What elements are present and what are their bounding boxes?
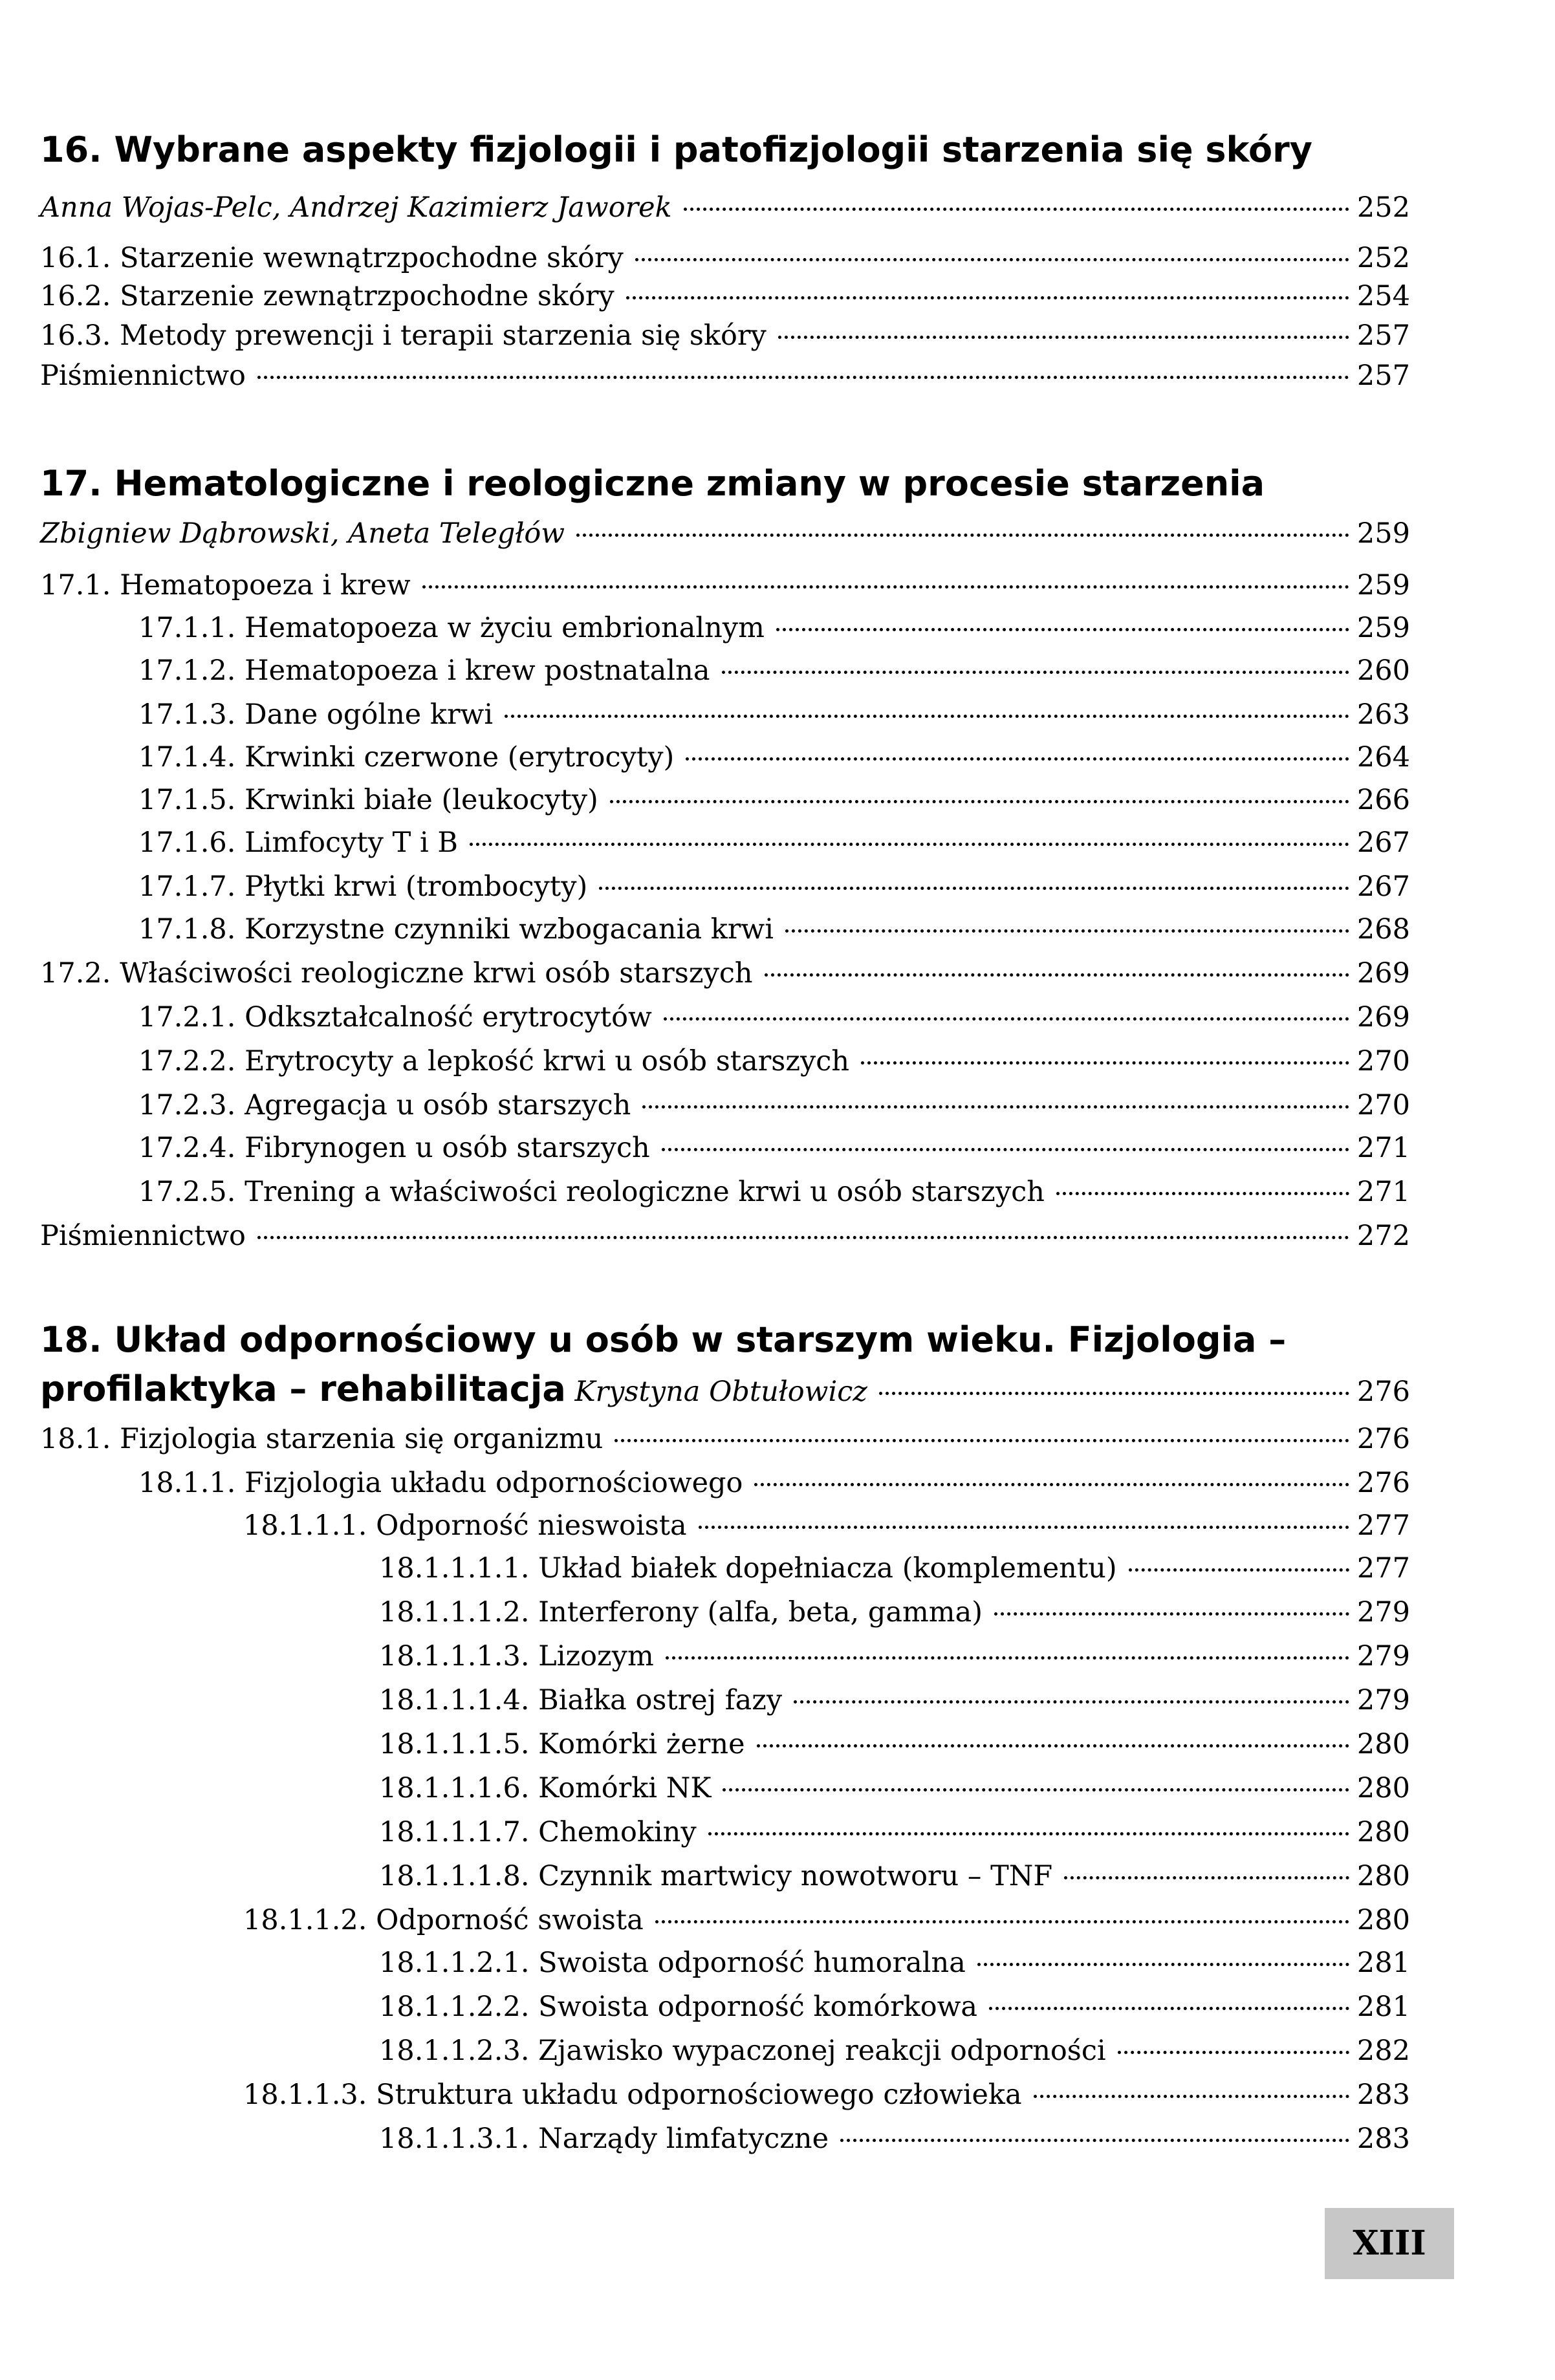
dot-leader <box>861 1061 1349 1065</box>
toc-row[interactable] <box>379 2035 1410 2067</box>
page-ref: 259 <box>1356 517 1410 550</box>
section-title: Fibrynogen u osób starszych <box>245 1132 650 1164</box>
chapter-title-line2: profilaktyka – rehabilitacja <box>40 1368 566 1409</box>
section-number: 17.2.2. <box>138 1045 236 1077</box>
dot-leader <box>840 2139 1349 2142</box>
section-title: Agregacja u osób starszych <box>245 1089 631 1121</box>
section-title: Fizjologia starzenia się organizmu <box>120 1423 604 1455</box>
page-ref: 252 <box>1356 242 1410 274</box>
dot-leader <box>655 1920 1349 1923</box>
toc-row[interactable] <box>40 360 1410 392</box>
toc-row[interactable] <box>40 569 1410 601</box>
page-ref: 280 <box>1356 1772 1410 1804</box>
page-number: XIII <box>1353 2223 1426 2263</box>
page-ref: 277 <box>1356 1552 1410 1585</box>
section-title: Odporność swoista <box>376 1904 644 1936</box>
section-title: Lizozym <box>538 1640 654 1672</box>
section-title: Hematopoeza i krew postnatalna <box>245 654 710 687</box>
toc-row[interactable] <box>138 1176 1410 1208</box>
toc-row[interactable] <box>138 698 1410 731</box>
toc-row[interactable] <box>138 784 1410 816</box>
section-title: Odkształcalność erytrocytów <box>245 1001 652 1033</box>
toc-row[interactable] <box>40 1423 1410 1455</box>
toc-row[interactable] <box>243 2079 1410 2111</box>
toc-row[interactable] <box>138 612 1410 644</box>
dot-leader <box>1064 1876 1349 1879</box>
dot-leader <box>776 628 1349 631</box>
section-title: Struktura układu odpornościowego człowieka <box>376 2079 1022 2111</box>
section-number: 18.1. <box>40 1423 111 1455</box>
dot-leader <box>599 887 1349 890</box>
section-title: Trening a właściwości reologiczne krwi u osób starszych <box>245 1176 1045 1208</box>
section-number: 18.1.1. <box>138 1467 236 1499</box>
section-title: Płytki krwi (trombocyty) <box>245 871 588 903</box>
section-number: 18.1.1.1.7. <box>379 1816 530 1848</box>
section-number: 16.1. <box>40 242 111 274</box>
chapter-number: 16. <box>40 129 102 170</box>
dot-leader <box>576 534 1349 537</box>
toc-row[interactable] <box>379 1596 1410 1628</box>
page-ref: 267 <box>1356 827 1410 859</box>
page-ref: 280 <box>1356 1860 1410 1892</box>
dot-leader <box>664 1017 1349 1021</box>
section-number: 17.1.8. <box>138 913 236 946</box>
page-ref: 279 <box>1356 1640 1410 1672</box>
page-ref: 266 <box>1356 784 1410 816</box>
dot-leader <box>1056 1192 1349 1195</box>
page-ref: 271 <box>1356 1176 1410 1208</box>
dot-leader <box>1034 2095 1349 2098</box>
section-title: Krwinki czerwone (erytrocyty) <box>245 741 675 774</box>
dot-leader <box>626 296 1349 299</box>
chapter-16-heading <box>40 129 1312 170</box>
section-number: 18.1.1.1.3. <box>379 1640 530 1672</box>
toc-row[interactable] <box>138 1467 1410 1499</box>
section-title: Swoista odporność humoralna <box>538 1947 966 1979</box>
section-number: 17.1.7. <box>138 871 236 903</box>
dot-leader <box>257 1236 1349 1239</box>
page-ref: 280 <box>1356 1728 1410 1760</box>
page-ref: 259 <box>1356 612 1410 644</box>
section-number: 17.2.4. <box>138 1132 236 1164</box>
page-ref: 270 <box>1356 1089 1410 1121</box>
section-number: 18.1.1.2.3. <box>379 2035 530 2067</box>
toc-row[interactable] <box>40 1368 1410 1409</box>
section-title: Piśmiennictwo <box>40 1220 246 1252</box>
page-ref: 280 <box>1356 1816 1410 1848</box>
section-number: 18.1.1.1.5. <box>379 1728 530 1760</box>
section-title: Dane ogólne krwi <box>245 698 494 731</box>
chapter-17-heading <box>40 463 1265 504</box>
toc-row[interactable] <box>138 654 1410 687</box>
section-number: 18.1.1.1.1. <box>379 1552 530 1585</box>
section-number: 18.1.1.3.1. <box>379 2123 530 2155</box>
page-ref: 268 <box>1356 913 1410 946</box>
toc-row[interactable] <box>379 1684 1410 1716</box>
section-title: Hematopoeza i krew <box>120 569 411 601</box>
dot-leader <box>686 757 1349 761</box>
section-number: 16.2. <box>40 280 111 312</box>
page-ref: 276 <box>1356 1423 1410 1455</box>
toc-row[interactable] <box>40 517 1410 550</box>
section-title: Korzystne czynniki wzbogacania krwi <box>245 913 774 946</box>
dot-leader <box>699 1526 1349 1529</box>
section-title: Białka ostrej fazy <box>538 1684 783 1716</box>
chapter-18-heading <box>40 1319 1286 1360</box>
dot-leader <box>1129 1568 1349 1572</box>
section-title: Właściwości reologiczne krwi osób starszych <box>120 957 753 990</box>
page-ref: 279 <box>1356 1684 1410 1716</box>
dot-leader <box>765 973 1349 977</box>
section-title: Układ białek dopełniacza (komplementu) <box>538 1552 1117 1585</box>
section-title: Fizjologia układu odpornościowego <box>245 1467 743 1499</box>
page-ref: 270 <box>1356 1045 1410 1077</box>
dot-leader <box>610 800 1349 803</box>
section-number: 17.1.2. <box>138 654 236 687</box>
dot-leader <box>785 929 1349 933</box>
dot-leader <box>723 1788 1349 1791</box>
section-title: Interferony (alfa, beta, gamma) <box>538 1596 983 1628</box>
page-ref: 254 <box>1356 280 1410 312</box>
page-ref: 276 <box>1356 1376 1410 1408</box>
toc-row[interactable] <box>379 1860 1410 1892</box>
page-ref: 269 <box>1356 1001 1410 1033</box>
dot-leader <box>977 1963 1349 1966</box>
chapter-number: 18. <box>40 1319 102 1360</box>
toc-row[interactable] <box>40 242 1410 274</box>
toc-row[interactable] <box>138 1132 1410 1164</box>
section-number: 18.1.1.2.2. <box>379 1991 530 2023</box>
section-number: 17.1.5. <box>138 784 236 816</box>
section-number: 16.3. <box>40 319 111 352</box>
toc-row[interactable] <box>40 319 1410 352</box>
section-title: Odporność nieswoista <box>376 1509 687 1542</box>
section-number: 17.1.3. <box>138 698 236 731</box>
page-ref: 277 <box>1356 1509 1410 1542</box>
toc-row[interactable] <box>138 741 1410 774</box>
toc-row[interactable] <box>243 1509 1410 1542</box>
section-title: Erytrocyty a lepkość krwi u osób starszych <box>245 1045 850 1077</box>
section-number: 18.1.1.1.2. <box>379 1596 530 1628</box>
section-title: Swoista odporność komórkowa <box>538 1991 978 2023</box>
chapter-authors: Anna Wojas-Pelc, Andrzej Kazimierz Jaworek <box>40 191 672 224</box>
dot-leader <box>684 208 1349 211</box>
section-number: 17.2.5. <box>138 1176 236 1208</box>
toc-row[interactable] <box>379 1816 1410 1848</box>
section-title: Czynnik martwicy nowotworu – TNF <box>538 1860 1053 1892</box>
toc-row[interactable] <box>379 2123 1410 2155</box>
section-title: Krwinki białe (leukocyty) <box>245 784 598 816</box>
section-number: 18.1.1.2. <box>243 1904 367 1936</box>
toc-row[interactable] <box>40 191 1410 224</box>
chapter-title: Wybrane aspekty fizjologii i patofizjologii starzenia się skóry <box>114 129 1312 170</box>
section-title: Chemokiny <box>538 1816 697 1848</box>
chapter-number: 17. <box>40 463 102 504</box>
chapter-authors: Krystyna Obtułowicz <box>574 1376 867 1408</box>
section-number: 18.1.1.1.8. <box>379 1860 530 1892</box>
page-ref: 263 <box>1356 698 1410 731</box>
page-ref: 283 <box>1356 2079 1410 2111</box>
section-number: 18.1.1.1.4. <box>379 1684 530 1716</box>
dot-leader <box>662 1148 1349 1151</box>
dot-leader <box>666 1656 1349 1660</box>
section-number: 17.2.1. <box>138 1001 236 1033</box>
section-number: 17.1.4. <box>138 741 236 774</box>
toc-row[interactable] <box>379 1728 1410 1760</box>
page-ref: 281 <box>1356 1947 1410 1979</box>
page-ref: 257 <box>1356 319 1410 352</box>
toc-row[interactable] <box>138 827 1410 859</box>
page-ref: 281 <box>1356 1991 1410 2023</box>
toc-row[interactable] <box>379 1991 1410 2023</box>
toc-row[interactable] <box>138 1001 1410 1033</box>
page-ref: 271 <box>1356 1132 1410 1164</box>
page-ref: 269 <box>1356 957 1410 990</box>
dot-leader <box>1118 2051 1349 2054</box>
section-title: Hematopoeza w życiu embrionalnym <box>245 612 765 644</box>
dot-leader <box>994 1612 1349 1616</box>
dot-leader <box>614 1439 1349 1442</box>
dot-leader <box>757 1744 1349 1747</box>
toc-row[interactable] <box>138 913 1410 946</box>
page-ref: 282 <box>1356 2035 1410 2067</box>
section-number: 17.2.3. <box>138 1089 236 1121</box>
page-ref: 276 <box>1356 1467 1410 1499</box>
toc-row[interactable] <box>243 1904 1410 1936</box>
section-number: 17.1. <box>40 569 111 601</box>
toc-row[interactable] <box>379 1947 1410 1979</box>
chapter-title: Hematologiczne i reologiczne zmiany w procesie starzenia <box>114 463 1265 504</box>
page-ref: 260 <box>1356 654 1410 687</box>
page-ref: 267 <box>1356 871 1410 903</box>
section-number: 17.1.6. <box>138 827 236 859</box>
chapter-title-line1: Układ odpornościowy u osób w starszym wieku. Fizjologia – <box>114 1319 1287 1360</box>
dot-leader <box>642 1105 1349 1109</box>
section-title: Piśmiennictwo <box>40 360 246 392</box>
page-ref: 279 <box>1356 1596 1410 1628</box>
page-ref: 280 <box>1356 1904 1410 1936</box>
section-title: Narządy limfatyczne <box>538 2123 829 2155</box>
dot-leader <box>422 585 1349 589</box>
section-number: 18.1.1.2.1. <box>379 1947 530 1979</box>
toc-row[interactable] <box>379 1772 1410 1804</box>
dot-leader <box>989 2007 1349 2010</box>
section-title: Starzenie zewnątrzpochodne skóry <box>120 280 614 312</box>
section-title: Limfocyty T i B <box>245 827 458 859</box>
toc-row[interactable] <box>138 871 1410 903</box>
toc-row[interactable] <box>138 1089 1410 1121</box>
page-ref: 264 <box>1356 741 1410 774</box>
section-title: Zjawisko wypaczonej reakcji odporności <box>538 2035 1106 2067</box>
section-title: Komórki żerne <box>538 1728 745 1760</box>
page-ref: 257 <box>1356 360 1410 392</box>
dot-leader <box>505 715 1349 718</box>
chapter-authors: Zbigniew Dąbrowski, Aneta Teległów <box>40 517 565 550</box>
dot-leader <box>754 1483 1349 1486</box>
section-title: Metody prewencji i terapii starzenia się skóry <box>120 319 767 352</box>
dot-leader <box>722 671 1349 674</box>
page-ref: 283 <box>1356 2123 1410 2155</box>
page-number-badge <box>1325 2208 1454 2279</box>
section-number: 17.1.1. <box>138 612 236 644</box>
toc-row[interactable] <box>40 1220 1410 1252</box>
page-ref: 272 <box>1356 1220 1410 1252</box>
section-number: 18.1.1.1.6. <box>379 1772 530 1804</box>
section-number: 18.1.1.1. <box>243 1509 367 1542</box>
toc-row[interactable] <box>138 1045 1410 1077</box>
section-number: 18.1.1.3. <box>243 2079 367 2111</box>
toc-row[interactable] <box>40 957 1410 990</box>
dot-leader <box>794 1700 1349 1704</box>
page-ref: 252 <box>1356 191 1410 224</box>
dot-leader <box>879 1392 1349 1395</box>
dot-leader <box>470 843 1349 846</box>
section-number: 17.2. <box>40 957 111 990</box>
dot-leader <box>257 376 1349 379</box>
dot-leader <box>708 1832 1349 1835</box>
page-ref: 259 <box>1356 569 1410 601</box>
section-title: Starzenie wewnątrzpochodne skóry <box>120 242 624 274</box>
dot-leader <box>635 258 1349 261</box>
toc-row[interactable] <box>40 280 1410 312</box>
dot-leader <box>778 336 1349 339</box>
section-title: Komórki NK <box>538 1772 712 1804</box>
toc-row[interactable] <box>379 1552 1410 1585</box>
toc-row[interactable] <box>379 1640 1410 1672</box>
